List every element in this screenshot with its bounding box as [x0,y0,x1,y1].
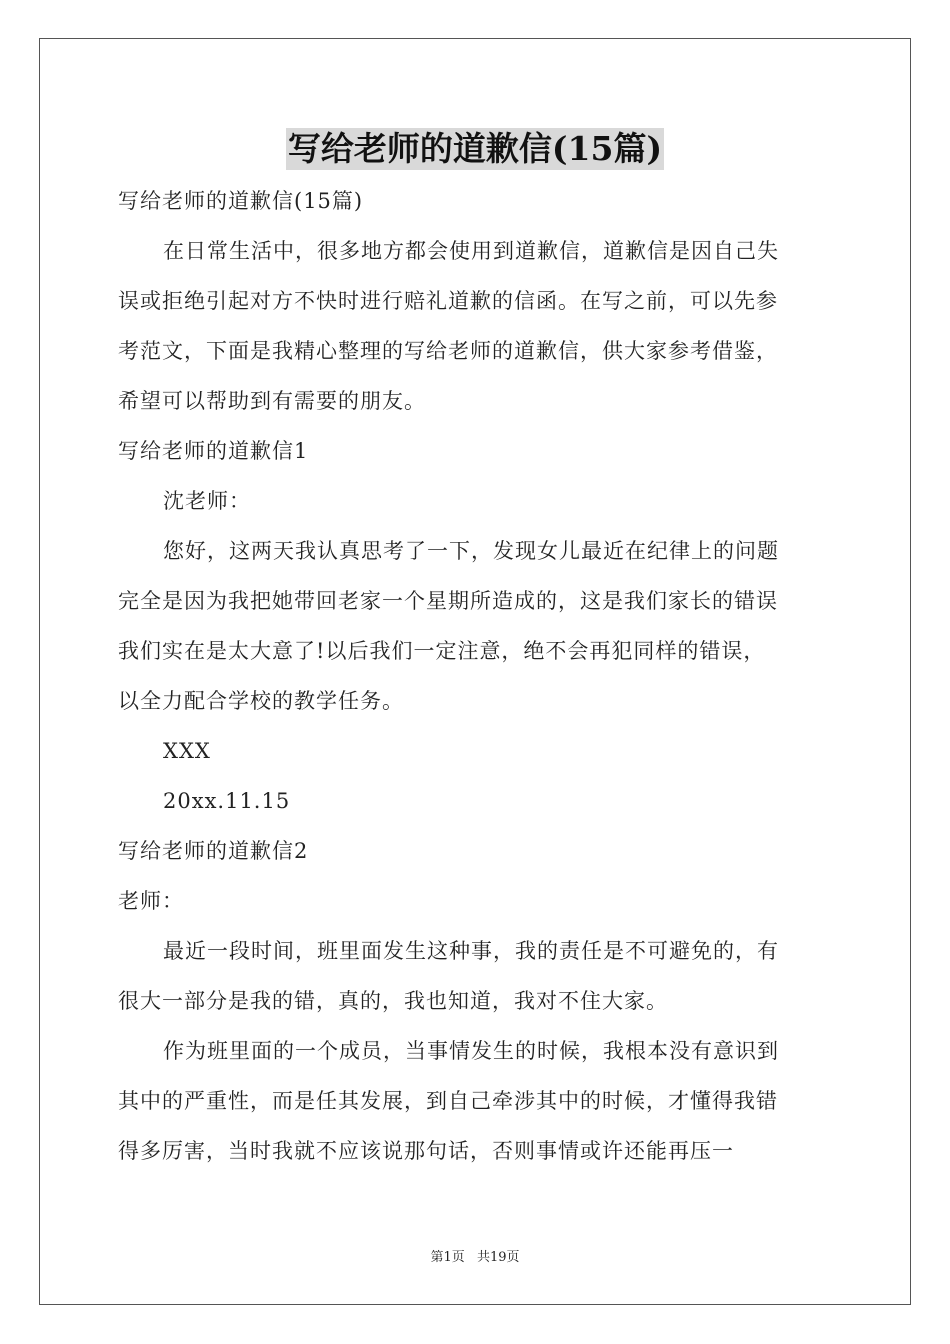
page-number: 第1页 [430,1250,465,1265]
text-line: 您好，这两天我认真思考了一下，发现女儿最近在纪律上的问题 [163,539,779,563]
document-body [118,176,836,1176]
total-pages: 共19页 [476,1250,520,1265]
text-line: 作为班里面的一个成员，当事情发生的时候，我根本没有意识到 [163,1039,779,1063]
text-line: 考范文，下面是我精心整理的写给老师的道歉信，供大家参考借鉴， [118,339,778,363]
text-line: 在日常生活中，很多地方都会使用到道歉信，道歉信是因自己失 [163,239,779,263]
page-footer [0,1246,950,1265]
text-line: 很大一部分是我的错，真的，我也知道，我对不住大家。 [118,989,668,1013]
text-line: 老师： [118,889,184,913]
text-line: 完全是因为我把她带回老家一个星期所造成的，这是我们家长的错误 [118,589,778,613]
text-line: 我们实在是太大意了!以后我们一定注意，绝不会再犯同样的错误， [118,639,766,663]
text-line: 最近一段时间，班里面发生这种事，我的责任是不可避免的，有 [163,939,779,963]
text-line: 希望可以帮助到有需要的朋友。 [118,389,426,413]
text-line: 得多厉害，当时我就不应该说那句话，否则事情或许还能再压一 [118,1139,734,1163]
title-wrap [0,128,950,170]
text-line: 沈老师： [163,489,251,513]
text-line: 误或拒绝引起对方不快时进行赔礼道歉的信函。在写之前，可以先参 [118,289,778,313]
text-line: 写给老师的道歉信2 [118,839,309,863]
text-line: 20xx.11.15 [163,789,291,813]
document-title: 写给老师的道歉信(15篇) [287,129,663,168]
text-line: 以全力配合学校的教学任务。 [118,689,404,713]
text-line: 写给老师的道歉信1 [118,439,309,463]
text-line: 其中的严重性，而是任其发展，到自己牵涉其中的时候，才懂得我错 [118,1089,778,1113]
text-line: XXX [163,739,211,763]
text-line: 写给老师的道歉信(15篇) [118,189,364,213]
